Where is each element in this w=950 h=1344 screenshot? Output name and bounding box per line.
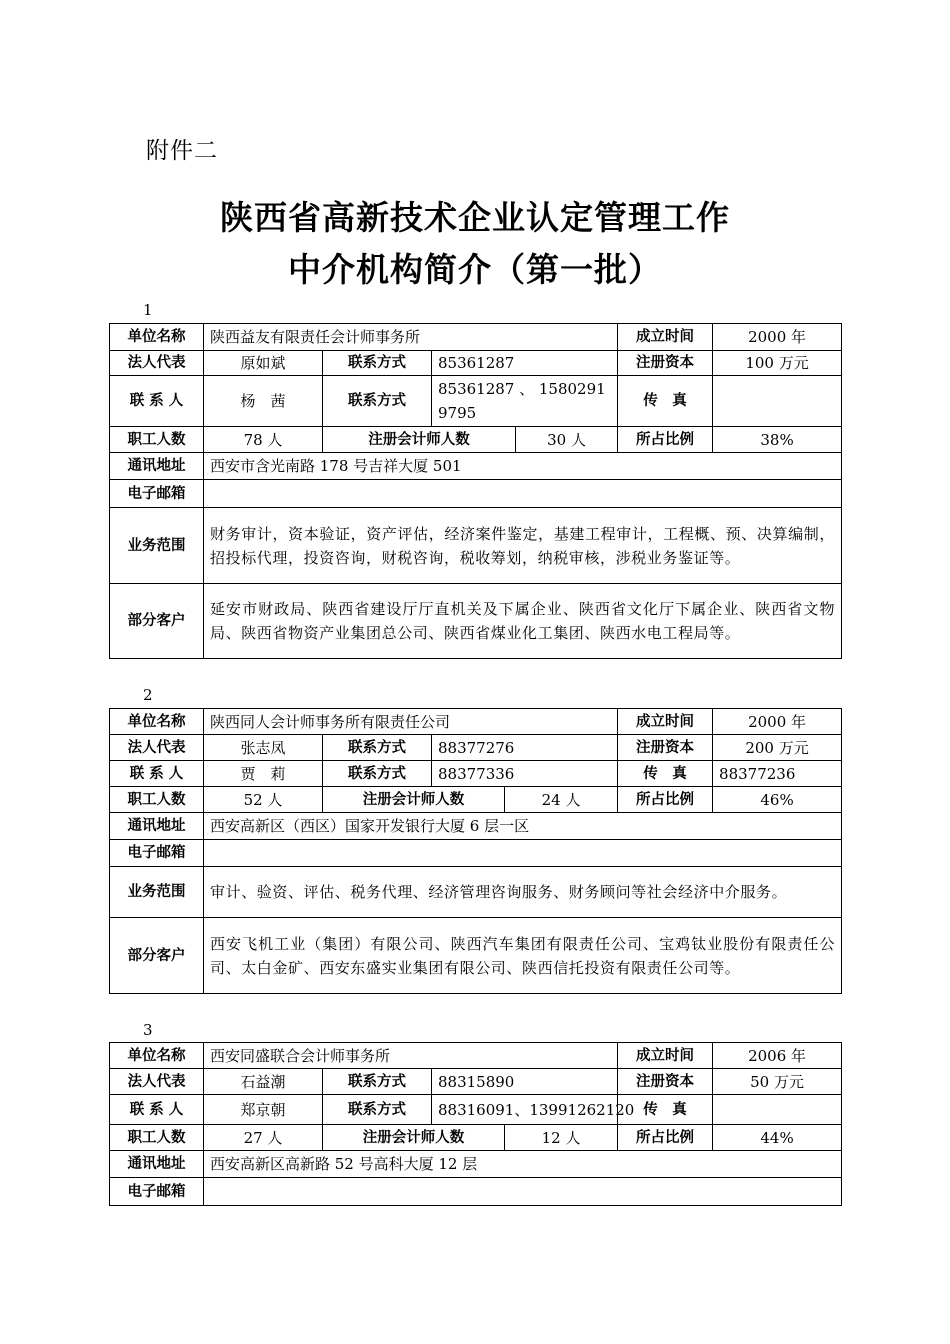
contact-method-label: 联系方式 xyxy=(323,376,432,427)
contact-person-value: 郑京朝 xyxy=(204,1095,323,1125)
address-value: 西安高新区高新路 52 号高科大厦 12 层 xyxy=(204,1151,842,1178)
contact-method-label: 联系方式 xyxy=(323,351,432,376)
contact-person-value: 贾 莉 xyxy=(204,761,323,787)
fax-value xyxy=(713,376,842,427)
legal-rep-phone: 88315890 xyxy=(432,1069,618,1095)
address-value: 西安高新区（西区）国家开发银行大厦 6 层一区 xyxy=(204,813,842,840)
established-label: 成立时间 xyxy=(618,1043,713,1069)
ratio-label: 所占比例 xyxy=(618,427,713,453)
capital-value: 200 万元 xyxy=(713,735,842,761)
contact-method-label: 联系方式 xyxy=(323,1069,432,1095)
staff-label: 职工人数 xyxy=(110,427,204,453)
address-value: 西安市含光南路 178 号吉祥大厦 501 xyxy=(204,453,842,480)
contact-phone: 88316091、13991262120 xyxy=(432,1095,618,1125)
staff-value: 27 人 xyxy=(204,1125,323,1151)
fax-value xyxy=(713,1095,842,1125)
email-label: 电子邮箱 xyxy=(110,840,204,867)
established-value: 2000 年 xyxy=(713,709,842,735)
contact-method-label: 联系方式 xyxy=(323,761,432,787)
email-value xyxy=(204,480,842,508)
capital-label: 注册资本 xyxy=(618,351,713,376)
email-label: 电子邮箱 xyxy=(110,1178,204,1206)
name-label: 单位名称 xyxy=(110,1043,204,1069)
agency-table xyxy=(109,1042,842,1206)
ratio-value: 44% xyxy=(713,1125,842,1151)
staff-value: 78 人 xyxy=(204,427,323,453)
fax-label: 传 真 xyxy=(618,376,713,427)
email-value xyxy=(204,1178,842,1206)
fax-value: 88377236 xyxy=(713,761,842,787)
contact-person-label: 联 系 人 xyxy=(110,761,204,787)
legal-rep-label: 法人代表 xyxy=(110,735,204,761)
business-scope-value: 财务审计，资本验证，资产评估，经济案件鉴定，基建工程审计，工程概、预、决算编制，招投标代理，投资咨询，财税咨询，税收筹划，纳税审核，涉税业务鉴证等。 xyxy=(204,508,842,584)
capital-label: 注册资本 xyxy=(618,735,713,761)
contact-phone: 85361287 、 15802919795 xyxy=(432,376,618,427)
name-label: 单位名称 xyxy=(110,709,204,735)
email-value xyxy=(204,840,842,867)
legal-rep-value: 张志凤 xyxy=(204,735,323,761)
cpa-count-label: 注册会计师人数 xyxy=(323,787,505,813)
contact-person-label: 联 系 人 xyxy=(110,376,204,427)
business-scope-label: 业务范围 xyxy=(110,867,204,918)
ratio-value: 46% xyxy=(713,787,842,813)
address-label: 通讯地址 xyxy=(110,1151,204,1178)
agency-name: 陕西益友有限责任会计师事务所 xyxy=(204,324,618,351)
established-label: 成立时间 xyxy=(618,324,713,351)
contact-person-label: 联 系 人 xyxy=(110,1095,204,1125)
legal-rep-value: 原如斌 xyxy=(204,351,323,376)
cpa-count-label: 注册会计师人数 xyxy=(323,427,516,453)
clients-value: 西安飞机工业（集团）有限公司、陕西汽车集团有限责任公司、宝鸡钛业股份有限责任公司、太白金矿、西安东盛实业集团有限公司、陕西信托投资有限责任公司等。 xyxy=(204,918,842,994)
staff-label: 职工人数 xyxy=(110,787,204,813)
established-value: 2000 年 xyxy=(713,324,842,351)
agency-number: 1 xyxy=(143,301,153,319)
address-label: 通讯地址 xyxy=(110,453,204,480)
staff-value: 52 人 xyxy=(204,787,323,813)
contact-method-label: 联系方式 xyxy=(323,735,432,761)
name-label: 单位名称 xyxy=(110,324,204,351)
cpa-count-value: 30 人 xyxy=(516,427,618,453)
legal-rep-label: 法人代表 xyxy=(110,351,204,376)
contact-method-label: 联系方式 xyxy=(323,1095,432,1125)
legal-rep-label: 法人代表 xyxy=(110,1069,204,1095)
clients-label: 部分客户 xyxy=(110,584,204,659)
agency-table xyxy=(109,708,842,994)
document-title-line1: 陕西省高新技术企业认定管理工作 xyxy=(220,198,730,237)
business-scope-label: 业务范围 xyxy=(110,508,204,584)
agency-number: 3 xyxy=(143,1021,153,1039)
fax-label: 传 真 xyxy=(618,1095,713,1125)
capital-value: 50 万元 xyxy=(713,1069,842,1095)
capital-value: 100 万元 xyxy=(713,351,842,376)
established-value: 2006 年 xyxy=(713,1043,842,1069)
contact-person-value: 杨 茜 xyxy=(204,376,323,427)
document-title-line2: 中介机构简介（第一批） xyxy=(288,250,662,289)
capital-label: 注册资本 xyxy=(618,1069,713,1095)
email-label: 电子邮箱 xyxy=(110,480,204,508)
legal-rep-phone: 88377276 xyxy=(432,735,618,761)
attachment-label: 附件二 xyxy=(146,138,218,164)
clients-value: 延安市财政局、陕西省建设厅厅直机关及下属企业、陕西省文化厅下属企业、陕西省文物局、陕西省物资产业集团总公司、陕西省煤业化工集团、陕西水电工程局等。 xyxy=(204,584,842,659)
established-label: 成立时间 xyxy=(618,709,713,735)
legal-rep-phone: 85361287 xyxy=(432,351,618,376)
agency-name: 西安同盛联合会计师事务所 xyxy=(204,1043,618,1069)
cpa-count-value: 24 人 xyxy=(505,787,618,813)
agency-number: 2 xyxy=(143,686,153,704)
cpa-count-value: 12 人 xyxy=(505,1125,618,1151)
business-scope-value: 审计、验资、评估、税务代理、经济管理咨询服务、财务顾问等社会经济中介服务。 xyxy=(204,867,842,918)
cpa-count-label: 注册会计师人数 xyxy=(323,1125,505,1151)
fax-label: 传 真 xyxy=(618,761,713,787)
address-label: 通讯地址 xyxy=(110,813,204,840)
staff-label: 职工人数 xyxy=(110,1125,204,1151)
ratio-label: 所占比例 xyxy=(618,787,713,813)
ratio-value: 38% xyxy=(713,427,842,453)
agency-name: 陕西同人会计师事务所有限责任公司 xyxy=(204,709,618,735)
clients-label: 部分客户 xyxy=(110,918,204,994)
contact-phone: 88377336 xyxy=(432,761,618,787)
agency-table xyxy=(109,323,842,659)
legal-rep-value: 石益潮 xyxy=(204,1069,323,1095)
ratio-label: 所占比例 xyxy=(618,1125,713,1151)
